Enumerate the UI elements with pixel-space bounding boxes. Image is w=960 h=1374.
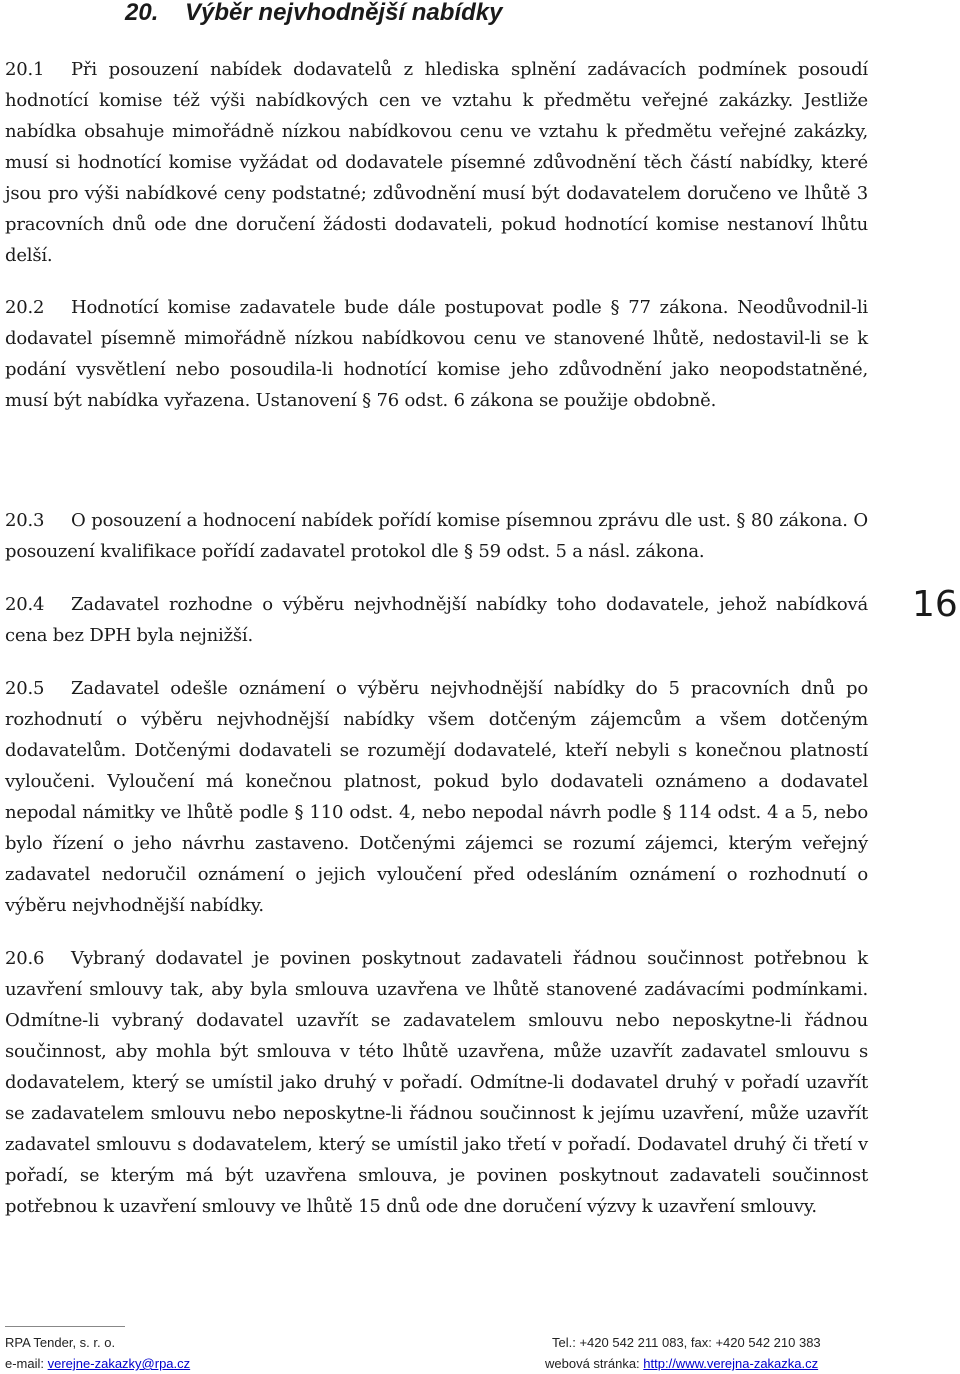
website-link[interactable]: http://www.verejna-zakazka.cz: [643, 1356, 819, 1371]
section-heading: 20. Výběr nejvhodnější nabídky: [125, 0, 503, 26]
footer-web-label: webová stránka:: [545, 1356, 644, 1371]
paragraph-text: Hodnotící komise zadavatele bude dále postupovat podle § 77 zákona. Neodůvodnil-li dodavatel písemně mimořádně nízkou nabídkovou cenu ve stanovené lhůtě, nedostavil-li se k podání vysvětlení nebo posoudila-li hodnotící komise jeho zdůvodnění jako neopodstatněné, musí být nabídka vyřazena. Ustanovení § 76 odst. 6 zákona se použije obdobně.: [5, 297, 868, 411]
paragraph-text: Zadavatel odešle oznámení o výběru nejvhodnější nabídky do 5 pracovních dnů po rozhodnutí o výběru nejvhodnější nabídky všem dotčeným zájemcům a všem dotčeným dodavatelům. Dotčenými dodavateli se rozumějí dodavatelé, kteří nebyli s konečnou platností vyloučeni. Vyloučení má konečnou platnost, pokud bylo dodavateli oznámeno a dodavatel nepodal námitky ve lhůtě podle § 110 odst. 4, nebo nepodal návrh podle § 114 odst. 4 a 5, nebo bylo řízení o jeho návrhu zastaveno. Dotčenými zájemci se rozumí zájemci, kterým veřejný zadavatel nedoručil oznámení o jejich vyloučení před odesláním oznámení o rozhodnutí o výběru nejvhodnější nabídky.: [5, 678, 868, 916]
paragraph-20-5: [5, 673, 868, 921]
page-number: 16: [912, 584, 958, 625]
paragraph-number: 20.2: [5, 297, 45, 318]
paragraph-number: 20.3: [5, 510, 45, 531]
footer-web: [545, 1356, 818, 1372]
footer-company: RPA Tender, s. r. o.: [5, 1335, 116, 1350]
email-link[interactable]: verejne-zakazky@rpa.cz: [47, 1356, 191, 1371]
paragraph-20-6: [5, 943, 868, 1222]
paragraph-number: 20.4: [5, 594, 45, 615]
paragraph-20-3: [5, 505, 868, 567]
paragraph-number: 20.6: [5, 948, 45, 969]
paragraph-20-4: [5, 589, 868, 651]
footer-email: [5, 1356, 190, 1372]
footer-email-label: e-mail:: [5, 1356, 48, 1371]
footer-divider: [5, 1326, 125, 1327]
paragraph-text: Zadavatel rozhodne o výběru nejvhodnější nabídky toho dodavatele, jehož nabídková cena bez DPH byla nejnižší.: [5, 594, 868, 646]
paragraph-number: 20.1: [5, 59, 45, 80]
paragraph-text: Vybraný dodavatel je povinen poskytnout zadavateli řádnou součinnost potřebnou k uzavření smlouvy tak, aby byla smlouva uzavřena ve lhůtě stanovené zadávacími podmínkami. Odmítne-li vybraný dodavatel uzavřít se zadavatelem smlouvu nebo neposkytne-li řádnou součinnost, aby mohla být smlouva v této lhůtě uzavřena, může uzavřít zadavatel smlouvu s dodavatelem, který se umístil jako druhý v pořadí. Odmítne-li dodavatel druhý v pořadí uzavřít se zadavatelem smlouvu nebo neposkytne-li řádnou součinnost k jejímu uzavření, může uzavřít zadavatel smlouvu s dodavatelem, který se umístil jako třetí v pořadí. Dodavatel druhý či třetí v pořadí, se kterým má být uzavřena smlouva, je povinen poskytnout zadavateli součinnost potřebnou k uzavření smlouvy ve lhůtě 15 dnů ode dne doručení výzvy k uzavření smlouvy.: [5, 948, 868, 1217]
paragraph-20-1: [5, 54, 868, 271]
paragraph-20-2: [5, 292, 868, 416]
footer-phone: Tel.: +420 542 211 083, fax: +420 542 210 383: [552, 1335, 821, 1350]
paragraph-number: 20.5: [5, 678, 45, 699]
paragraph-text: Při posouzení nabídek dodavatelů z hlediska splnění zadávacích podmínek posoudí hodnotící komise též výši nabídkových cen ve vztahu k předmětu veřejné zakázky. Jestliže nabídka obsahuje mimořádně nízkou nabídkovou cenu ve vztahu k předmětu veřejné zakázky, musí si hodnotící komise vyžádat od dodavatele písemné zdůvodnění těch částí nabídky, které jsou pro výši nabídkové ceny podstatné; zdůvodnění musí být dodavatelem doručeno ve lhůtě 3 pracovních dnů ode dne doručení žádosti dodavateli, pokud hodnotící komise nestanoví lhůtu delší.: [5, 59, 868, 266]
paragraph-text: O posouzení a hodnocení nabídek pořídí komise písemnou zprávu dle ust. § 80 zákona. O posouzení kvalifikace pořídí zadavatel protokol dle § 59 odst. 5 a násl. zákona.: [5, 510, 868, 562]
